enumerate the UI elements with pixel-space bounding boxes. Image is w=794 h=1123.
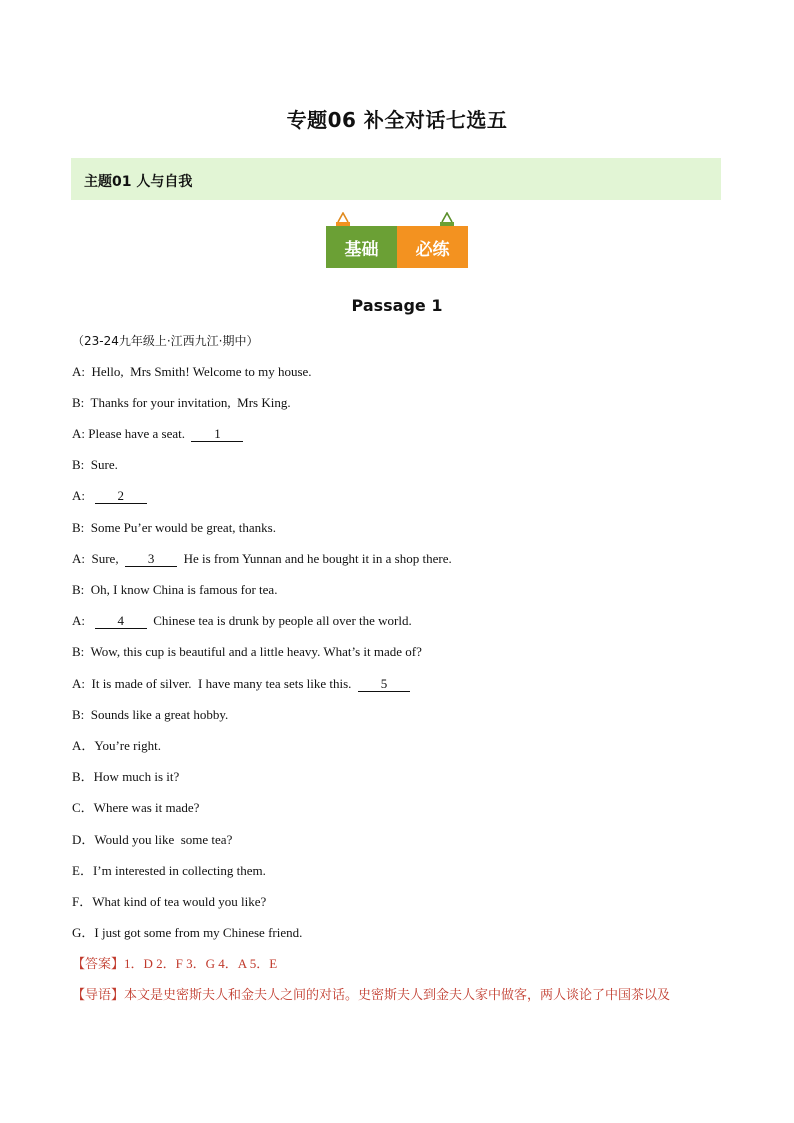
badge-practice-label: 必练	[397, 226, 468, 268]
dialogue-line	[72, 676, 410, 692]
dialogue-line	[72, 488, 147, 504]
answer-line	[72, 956, 277, 973]
topic-label: 主题01 人与自我	[84, 174, 193, 190]
answer-blank[interactable]: 5	[358, 677, 410, 692]
answer-values: 1．D 2．F 3．G 4．A 5．E	[124, 956, 278, 971]
dialogue-line	[72, 364, 312, 380]
answer-blank[interactable]: 2	[95, 489, 147, 504]
answer-tag: 【答案】	[72, 957, 125, 972]
source-note: （23-24九年级上·江西九江·期中）	[72, 334, 259, 348]
dialogue-line	[72, 551, 452, 567]
dialogue-line	[72, 582, 277, 598]
dialogue-text: B: Sure.	[72, 457, 118, 472]
guide-line	[72, 988, 670, 1004]
guide-text: 本文是史密斯夫人和金夫人之间的对话。史密斯夫人到金夫人家中做客，两人谈论了中国茶以及	[124, 988, 671, 1003]
dialogue-text: A:	[72, 613, 95, 628]
option-item: D．Would you like some tea?	[72, 832, 233, 847]
dialogue-line	[72, 707, 228, 723]
option-item: A．You’re right.	[72, 738, 161, 753]
passage-title: Passage 1	[351, 296, 443, 315]
practice-badge	[325, 212, 469, 270]
dialogue-line	[72, 644, 422, 660]
option-item: C．Where was it made?	[72, 800, 200, 815]
dialogue-text: A: Sure,	[72, 551, 126, 566]
option-item: B．How much is it?	[72, 769, 180, 784]
answer-blank[interactable]: 3	[125, 552, 177, 567]
dialogue-text: B: Some Pu’er would be great, thanks.	[72, 520, 276, 535]
dialogue-line	[72, 395, 291, 411]
dialogue-text: He is from Yunnan and he bought it in a shop there.	[177, 551, 452, 566]
answer-blank[interactable]: 1	[191, 427, 243, 442]
dialogue-text: Chinese tea is drunk by people all over the world.	[146, 613, 412, 628]
dialogue-text: B: Wow, this cup is beautiful and a little heavy. What’s it made of?	[72, 644, 422, 659]
dialogue-line	[72, 457, 118, 473]
topic-banner	[71, 158, 721, 200]
dialogue-text: B: Thanks for your invitation, Mrs King.	[72, 395, 291, 410]
option-item: G．I just got some from my Chinese friend.	[72, 925, 303, 940]
guide-tag: 【导语】	[72, 988, 125, 1003]
dialogue-text: A: It is made of silver. I have many tea sets like this.	[72, 676, 358, 691]
dialogue-line	[72, 426, 243, 442]
badge-basic-label: 基础	[326, 226, 397, 268]
dialogue-text: B: Oh, I know China is famous for tea.	[72, 582, 278, 597]
document-title: 专题06 补全对话七选五	[286, 108, 508, 132]
dialogue-line	[72, 520, 276, 536]
answer-blank[interactable]: 4	[95, 614, 147, 629]
dialogue-text: A:	[72, 488, 95, 503]
dialogue-text: A: Hello, Mrs Smith! Welcome to my house.	[72, 364, 312, 379]
dialogue-line	[72, 613, 412, 629]
option-item: F．What kind of tea would you like?	[72, 894, 267, 909]
option-item: E．I’m interested in collecting them.	[72, 863, 266, 878]
dialogue-text: B: Sounds like a great hobby.	[72, 707, 229, 722]
dialogue-text: A: Please have a seat.	[72, 426, 192, 441]
